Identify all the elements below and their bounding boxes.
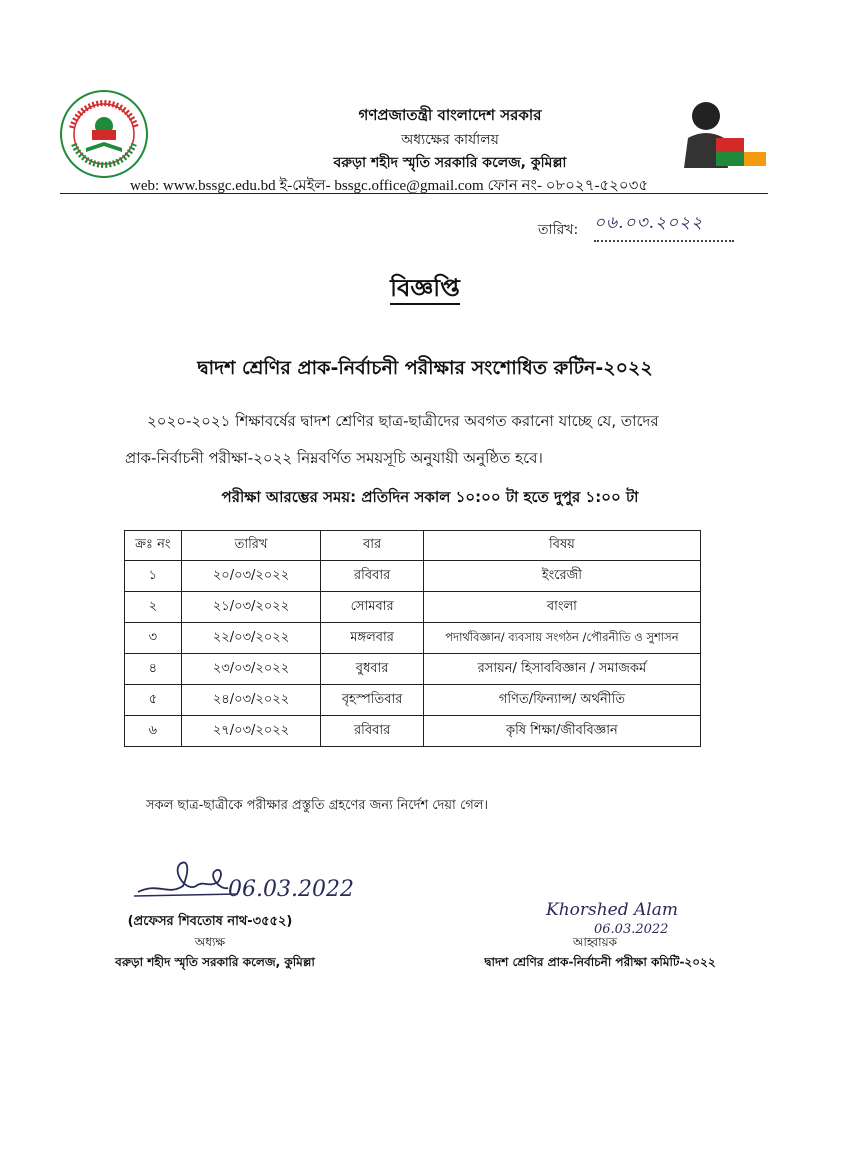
college-logo: [58, 88, 150, 180]
date-value: ০৬.০৩.২০২২: [594, 210, 734, 242]
table-row: [125, 561, 701, 592]
cell-date: ২৭/০৩/২০২২: [181, 716, 321, 747]
cell-date: ২১/০৩/২০২২: [181, 592, 321, 623]
cell-serial: ২: [125, 592, 182, 623]
convener-title: আহ্বায়ক: [572, 935, 618, 949]
header-day: বার: [321, 531, 423, 561]
cell-subject: রসায়ন/ হিসাববিজ্ঞান / সমাজকর্ম: [423, 654, 700, 685]
cell-serial: ৪: [125, 654, 182, 685]
header-divider: [60, 193, 768, 194]
contact-line: web: www.bssgc.edu.bd ই-মেইল- bssgc.office@gmail.com ফোন নং- ০৮০২৭-৫২০৩৫: [130, 178, 649, 194]
header-serial: ক্রঃ নং: [125, 531, 182, 561]
table-row: [125, 654, 701, 685]
cell-day: রবিবার: [321, 561, 423, 592]
header-date: তারিখ: [181, 531, 321, 561]
principal-name: (প্রফেসর শিবতোষ নাথ-৩৫৫২): [127, 914, 293, 929]
cell-subject: গণিত/ফিন্যান্স/ অর্থনীতি: [423, 685, 700, 716]
cell-day: রবিবার: [321, 716, 423, 747]
notice-subtitle: দ্বাদশ শ্রেণির প্রাক-নির্বাচনী পরীক্ষার সংশোধিত রুটিন-২০২২: [197, 357, 653, 379]
notice-paragraph-line1: ২০২০-২০২১ শিক্ষাবর্ষের দ্বাদশ শ্রেণির ছাত্র-ছাত্রীদের অবগত করানো যাচ্ছে যে, তাদের: [147, 412, 659, 430]
notice-paragraph-line2: প্রাক-নির্বাচনী পরীক্ষা-২০২২ নিম্নবর্ণিত সময়সূচি অনুযায়ী অনুষ্ঠিত হবে।: [125, 449, 543, 467]
convener-signature-date: 06.03.2022: [594, 922, 669, 937]
college-name-heading: বরুড়া শহীদ স্মৃতি সরকারি কলেজ, কুমিল্লা: [333, 155, 567, 171]
cell-subject: ইংরেজী: [423, 561, 700, 592]
table-header-row: [125, 531, 701, 561]
cell-subject: পদার্থবিজ্ঞান/ ব্যবসায় সংগঠন /পৌরনীতি ও সুশাসন: [423, 623, 700, 654]
convener-org: দ্বাদশ শ্রেণির প্রাক-নির্বাচনী পরীক্ষা কমিটি-২০২২: [484, 955, 716, 969]
cell-day: সোমবার: [321, 592, 423, 623]
cell-day: বৃহস্পতিবার: [321, 685, 423, 716]
date-label: তারিখ:: [538, 222, 579, 238]
table-row: [125, 592, 701, 623]
table-row: [125, 716, 701, 747]
principal-signature-date: 06.03.2022: [228, 877, 354, 902]
principal-signature: [128, 852, 368, 908]
cell-serial: ৩: [125, 623, 182, 654]
notice-title-text: বিজ্ঞপ্তি: [390, 274, 460, 305]
table-row: [125, 685, 701, 716]
cell-serial: ৫: [125, 685, 182, 716]
principal-org: বরুড়া শহীদ স্মৃতি সরকারি কলেজ, কুমিল্লা: [115, 955, 315, 969]
cell-day: মঙ্গলবার: [321, 623, 423, 654]
cell-subject: কৃষি শিক্ষা/জীববিজ্ঞান: [423, 716, 700, 747]
convener-signature: [540, 893, 700, 939]
cell-serial: ৬: [125, 716, 182, 747]
cell-serial: ১: [125, 561, 182, 592]
cell-date: ২৩/০৩/২০২২: [181, 654, 321, 685]
instruction-text: সকল ছাত্র-ছাত্রীকে পরীক্ষার প্রস্তুতি গ্রহণের জন্য নির্দেশ দেয়া গেল।: [146, 798, 489, 813]
office-heading: অধ্যক্ষের কার্যালয়: [401, 132, 499, 148]
government-heading: গণপ্রজাতন্ত্রী বাংলাদেশ সরকার: [358, 106, 542, 124]
routine-table: [124, 530, 701, 747]
exam-time: পরীক্ষা আরম্ভের সময়: প্রতিদিন সকাল ১০:০০ টা হতে দুপুর ১:০০ টা: [221, 488, 639, 506]
cell-day: বুধবার: [321, 654, 423, 685]
notice-title: [300, 270, 550, 310]
header-subject: বিষয়: [423, 531, 700, 561]
principal-title: অধ্যক্ষ: [194, 935, 226, 949]
cell-date: ২৪/০৩/২০২২: [181, 685, 321, 716]
cell-subject: বাংলা: [423, 592, 700, 623]
cell-date: ২০/০৩/২০২২: [181, 561, 321, 592]
cell-date: ২২/০৩/২০২২: [181, 623, 321, 654]
table-row: [125, 623, 701, 654]
convener-signature-name: Khorshed Alam: [546, 900, 678, 920]
